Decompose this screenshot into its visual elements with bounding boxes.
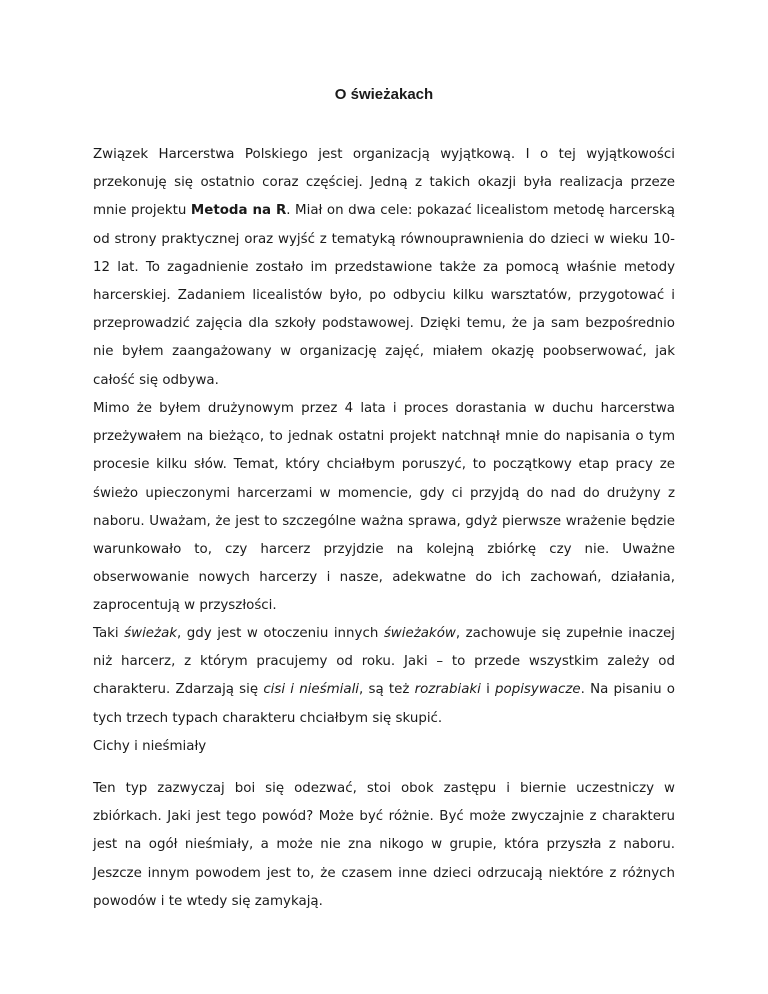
- emphasis-term: popisywacze: [495, 682, 581, 698]
- section-heading: Cichy i nieśmiały: [93, 739, 207, 754]
- paragraph-text: . Miał on dwa cele: pokazać licealistom metodę harcerską od strony praktycznej oraz wyjść z tematyką równouprawnienia do dzieci w wieku 10-12 lat. To zagadnienie zostało im przedstawione także za pomocą właśnie metody harcerskiej. Zadaniem licealistów było, po odbyciu kilku warsztatów, przygotować i przeprowadzić zajęcia dla szkoły podstawowej. Dzięki temu, że ja sam bezpośrednio nie byłem zaangażowany w organizację zajęć, miałem okazję poobserwować, jak całość się odbywa.: [93, 203, 676, 388]
- emphasis-term: rozrabiaki: [414, 682, 481, 698]
- paragraph-intro: [93, 141, 675, 395]
- paragraph-text: , gdy jest w otoczeniu innych: [177, 626, 384, 641]
- paragraph-text: i: [480, 682, 496, 698]
- paragraph-text: . Na pisaniu o tych trzech typach charakteru chciałbym się skupić.: [93, 682, 675, 726]
- paragraph-text: , są też: [359, 682, 415, 698]
- document-title: O świeżakach: [334, 86, 434, 103]
- emphasis-term: cisi i nieśmiali: [263, 682, 360, 698]
- project-name: Metoda na R: [190, 203, 287, 219]
- paragraph-text: Związek Harcerstwa Polskiego jest organizacją wyjątkową. I o tej wyjątkowości przekonuję się ostatnio coraz częściej. Jedną z takich okazji była realizacja przeze mnie projektu: [93, 147, 675, 219]
- paragraph-types: [93, 620, 675, 733]
- paragraph-text: Taki: [93, 626, 125, 641]
- paragraph-text: , zachowuje się zupełnie inaczej niż harcerz, z którym pracujemy od roku. Jaki – to przede wszystkim zależy od charakteru. Zdarzają się: [93, 626, 675, 698]
- paragraph-context: Mimo że byłem drużynowym przez 4 lata i proces dorastania w duchu harcerstwa przeżywałem na bieżąco, to jednak ostatni projekt natchnął mnie do napisania o tym procesie kilku słów. Temat, który chciałbym poruszyć, to początkowy etap pracy ze świeżo upieczonymi harcerzami w momencie, gdy ci przyjdą do nad do drużyny z naboru. Uważam, że jest to szczególne ważna sprawa, gdyż pierwsze wrażenie będzie warunkowało to, czy harcerz przyjdzie na kolejną zbiórkę czy nie. Uważne obserwowanie nowych harcerzy i nasze, adekwatne do ich zachowań, działania, zaprocentują w przyszłości.: [93, 401, 675, 614]
- emphasis-term: świeżaków: [383, 626, 456, 641]
- paragraph-quiet-type: Ten typ zazwyczaj boi się odezwać, stoi obok zastępu i biernie uczestniczy w zbiórkach. Jaki jest tego powód? Może być różnie. Być może zwyczajnie z charakteru jest na ogół nieśmiały, a może nie zna nikogo w grupie, która przyszła z naboru. Jeszcze innym powodem jest to, że czasem inne dzieci odrzucają niektóre z różnych powodów i te wtedy się zamykają.: [93, 781, 675, 909]
- emphasis-term: świeżak: [124, 626, 178, 641]
